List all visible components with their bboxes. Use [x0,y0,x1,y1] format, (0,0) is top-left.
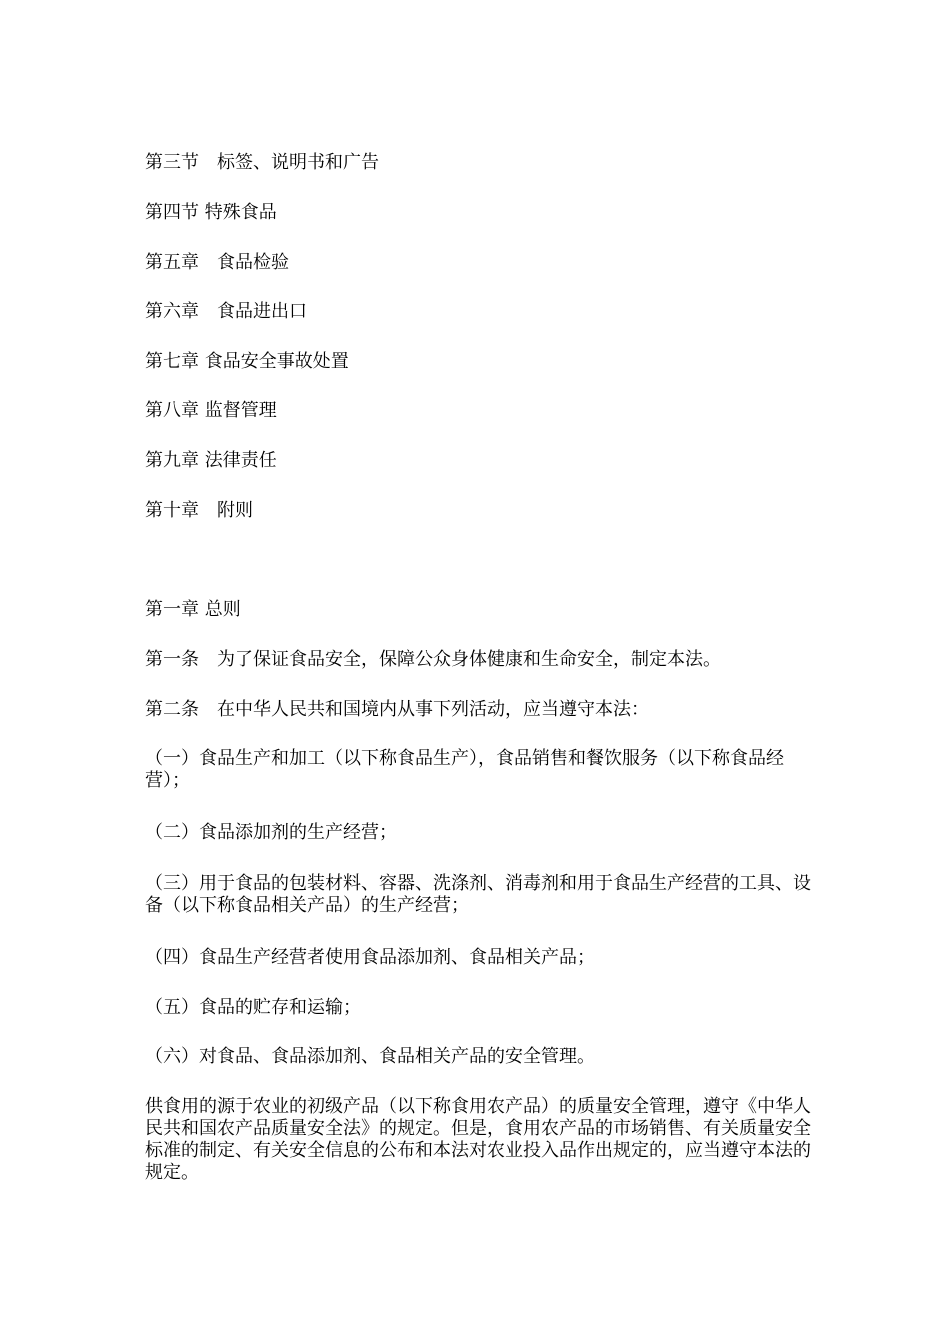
article-2-item-4: （四）食品生产经营者使用食品添加剂、食品相关产品； [145,947,595,968]
article-2-item-5: （五）食品的贮存和运输； [145,997,361,1018]
article-2-item-1: （一）食品生产和加工（以下称食品生产），食品销售和餐饮服务（以下称食品经营）； [145,748,784,791]
toc-item-chapter-8: 第八章 监督管理 [145,400,277,421]
article-2: 第二条 在中华人民共和国境内从事下列活动，应当遵守本法： [145,699,649,720]
article-2-closing-paragraph: 供食用的源于农业的初级产品（以下称食用农产品）的质量安全管理，遵守《中华人民共和国农产品质量安全法》的规定。但是，食用农产品的市场销售、有关质量安全标准的制定、有关安全信息的公布和本法对农业投入品作出规定的，应当遵守本法的规定。 [145,1096,811,1183]
toc-item-section-3: 第三节 标签、说明书和广告 [145,152,379,173]
chapter-heading: 第一章 总则 [145,599,241,620]
toc-item-chapter-9: 第九章 法律责任 [145,450,277,471]
toc-item-chapter-10: 第十章 附则 [145,500,253,521]
toc-item-chapter-6: 第六章 食品进出口 [145,301,307,322]
article-2-item-3: （三）用于食品的包装材料、容器、洗涤剂、消毒剂和用于食品生产经营的工具、设备（以下称食品相关产品）的生产经营； [145,873,811,916]
article-2-item-2: （二）食品添加剂的生产经营； [145,822,397,843]
article-2-item-6: （六）对食品、食品添加剂、食品相关产品的安全管理。 [145,1046,595,1067]
toc-item-chapter-7: 第七章 食品安全事故处置 [145,351,349,372]
article-1: 第一条 为了保证食品安全，保障公众身体健康和生命安全，制定本法。 [145,649,721,670]
toc-item-section-4: 第四节 特殊食品 [145,202,277,223]
toc-item-chapter-5: 第五章 食品检验 [145,252,289,273]
